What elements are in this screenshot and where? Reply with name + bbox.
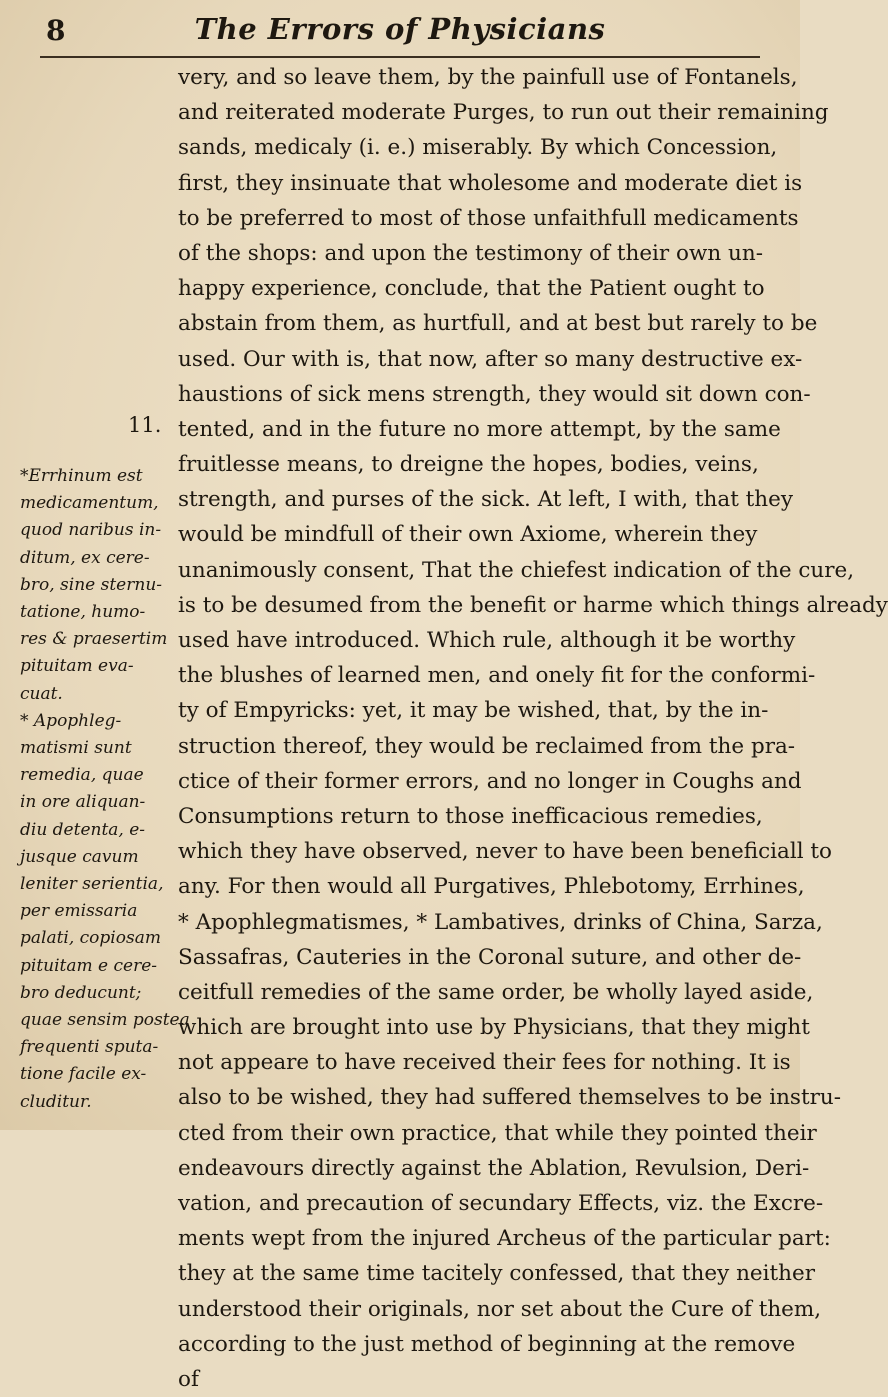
margin-note-line: tatione, humo- — [20, 602, 146, 623]
text-line: fruitlesse means, to dreigne the hopes, bodies, veins, — [178, 452, 759, 478]
margin-note-line: in ore aliquan- — [20, 792, 146, 813]
text-line: Sassafras, Cauteries in the Coronal suture, and other de- — [178, 944, 802, 970]
text-line: cted from their own practice, that while they pointed their — [178, 1120, 817, 1146]
text-line: Consumptions return to those inefficacious remedies, — [178, 803, 763, 829]
margin-note-line: jusque cavum — [20, 846, 139, 867]
text-line: the blushes of learned men, and onely fit for the conformi- — [178, 663, 816, 689]
margin-note-line: quod naribus in- — [20, 520, 162, 541]
margin-note-line: bro deducunt; — [20, 982, 142, 1003]
header-rule — [40, 56, 760, 58]
margin-note-line: palati, copiosam — [20, 928, 161, 949]
text-line: not appeare to have received their fees for nothing. It is — [178, 1050, 791, 1076]
text-line: * Apophlegmatismes, * Lambatives, drinks of China, Sarza, — [178, 909, 823, 935]
margin-note-line: quae sensim postea — [20, 1010, 190, 1031]
body-text — [178, 60, 888, 1397]
page-header — [0, 6, 800, 50]
text-line: abstain from them, as hurtfull, and at best but rarely to be — [178, 311, 818, 337]
text-line: which they have observed, never to have been beneficiall to — [178, 839, 832, 865]
text-line: of — [178, 1366, 199, 1392]
text-line: ceitfull remedies of the same order, be wholly layed aside, — [178, 979, 814, 1005]
margin-note-line: *Errhinum est — [20, 466, 143, 486]
text-line: endeavours directly against the Ablation, Revulsion, Deri- — [178, 1155, 810, 1181]
text-line: struction thereof, they would be reclaimed from the pra- — [178, 733, 796, 759]
margin-note-line: res & praesertim — [20, 629, 168, 650]
text-line: and reiterated moderate Purges, to run out their remaining — [178, 100, 829, 126]
text-line: understood their originals, nor set about the Cure of them, — [178, 1296, 822, 1322]
text-line: vation, and precaution of secundary Effects, viz. the Excre- — [178, 1191, 824, 1216]
text-line: is to be desumed from the benefit or harme which things already — [178, 592, 888, 618]
text-line: of the shops: and upon the testimony of their own un- — [178, 240, 764, 266]
running-title: The Errors of Physicians — [194, 12, 606, 46]
text-line: ctice of their former errors, and no longer in Coughs and — [178, 768, 802, 794]
text-line: strength, and purses of the sick. At left, I with, that they — [178, 487, 794, 513]
text-line: to be preferred to most of those unfaithfull medicaments — [178, 205, 799, 231]
text-line: they at the same time tacitely confessed, that they neither — [178, 1261, 816, 1287]
text-line: used have introduced. Which rule, although it be worthy — [178, 628, 796, 653]
text-line: ments wept from the injured Archeus of the particular part: — [178, 1226, 831, 1252]
text-line: very, and so leave them, by the painfull use of Fontanels, — [178, 65, 798, 90]
text-line: would be mindfull of their own Axiome, wherein they — [178, 522, 758, 548]
margin-note-line: remedia, quae — [20, 765, 144, 786]
margin-note-line: * Apophleg- — [20, 710, 122, 731]
text-line: any. For then would all Purgatives, Phlebotomy, Errhines, — [178, 874, 805, 900]
text-line: which are brought into use by Physicians, that they might — [178, 1015, 810, 1041]
margin-note-line: matismi sunt — [20, 738, 132, 759]
text-line: ty of Empyricks: yet, it may be wished, that, by the in- — [178, 698, 769, 724]
text-line: happy experience, conclude, that the Patient ought to — [178, 276, 765, 302]
margin-note-line: per emissaria — [20, 901, 138, 922]
margin-note-line: pituitam e cere- — [20, 955, 158, 976]
page-number: 8 — [46, 14, 66, 47]
text-line: unanimously consent, That the chiefest indication of the cure, — [178, 557, 855, 583]
text-line: also to be wished, they had suffered themselves to be instru- — [178, 1085, 841, 1111]
margin-note-line: diu detenta, e- — [20, 819, 146, 840]
margin-note-line: bro, sine sternu- — [20, 574, 163, 595]
margin-note-line: cluditur. — [20, 1091, 92, 1112]
margin-note-line: cuat. — [20, 683, 63, 704]
margin-note-line: medicamentum, — [20, 493, 159, 514]
text-line: haustions of sick mens strength, they would sit down con- — [178, 381, 811, 407]
margin-note-line: tione facile ex- — [20, 1064, 147, 1085]
text-line: used. Our with is, that now, after so many destructive ex- — [178, 346, 803, 372]
margin-note-line: frequenti sputa- — [20, 1037, 159, 1058]
section-number: 11. — [128, 413, 162, 437]
text-line: tented, and in the future no more attempt, by the same — [178, 416, 781, 442]
margin-note-line: leniter serientia, — [20, 874, 164, 895]
text-line: first, they insinuate that wholesome and moderate diet is — [178, 170, 803, 196]
margin-note-line: pituitam eva- — [20, 656, 134, 677]
text-line: sands, medicaly (i. e.) miserably. By which Concession, — [178, 135, 778, 161]
text-line: according to the just method of beginning at the remove — [178, 1331, 796, 1357]
margin-note — [20, 463, 190, 1116]
margin-note-line: ditum, ex cere- — [20, 547, 150, 568]
